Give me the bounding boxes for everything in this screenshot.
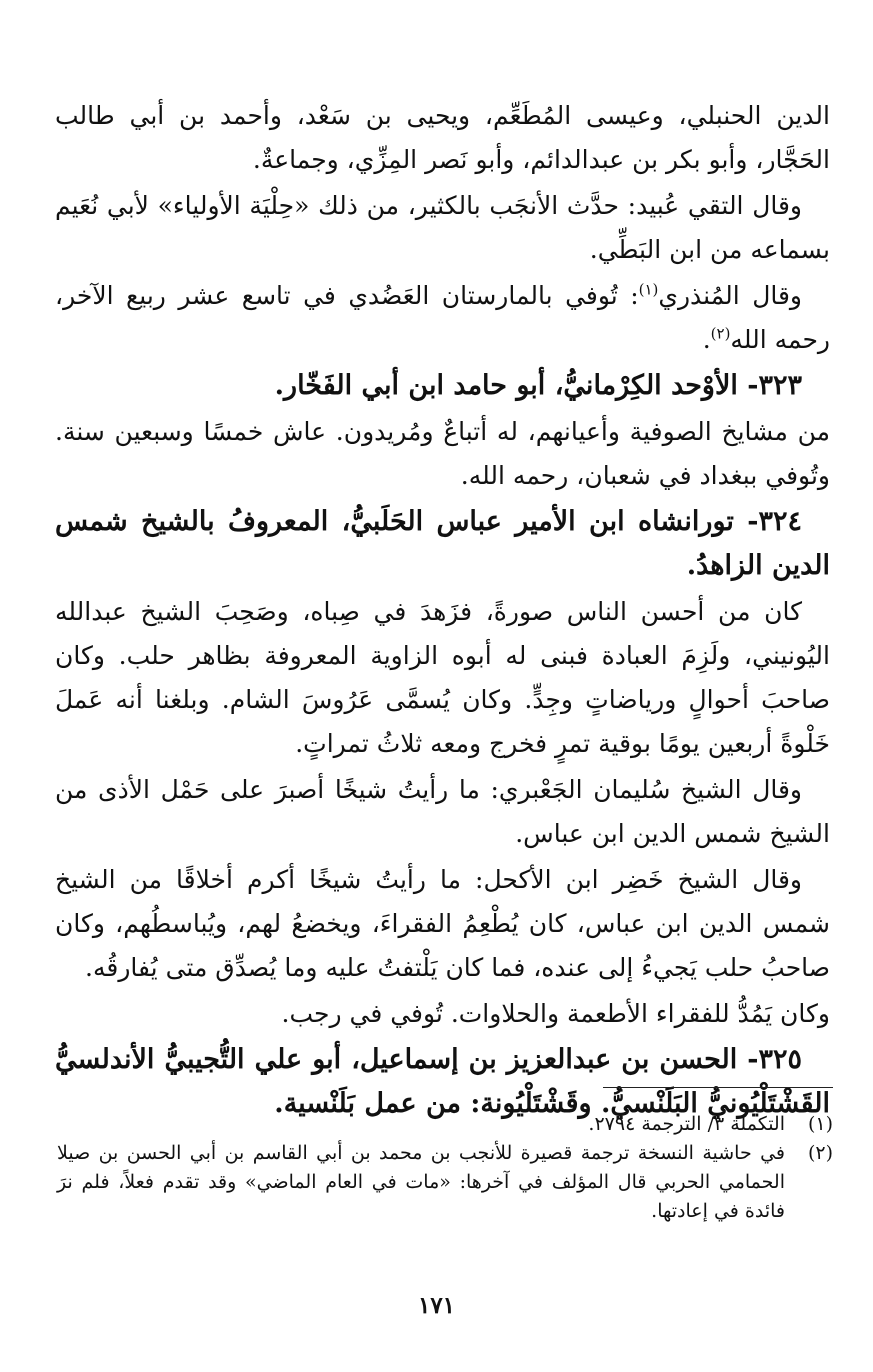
footnote-divider (603, 1087, 833, 1088)
paragraph-mundhiri-quote (55, 274, 830, 362)
entry-heading-325: ٣٢٥- الحسن بن عبدالعزيز بن إسماعيل، أبو علي التُّجيبيُّ الأندلسيُّ القَشْتَلْيُونيُّ البَلَنْسيُّ. وقَشْتَلْيُونة: من عمل بَلَنْسية. (55, 1044, 830, 1119)
footnotes (57, 1110, 833, 1226)
paragraph-entry-323: من مشايخ الصوفية وأعيانهم، له أتباعٌ ومُريدون. عاش خمسًا وسبعين سنة. وتُوفي ببغداد في شعبان، رحمه الله. (55, 417, 830, 490)
page-number: ١٧١ (417, 1292, 456, 1319)
footnote-1 (57, 1110, 833, 1139)
footnote-number: (١) (807, 1113, 833, 1135)
footnote-ref-2[interactable]: (٢) (710, 324, 731, 343)
footnote-ref-1[interactable]: (١) (638, 280, 659, 299)
entry-heading-323: ٣٢٣- الأوْحد الكِرْمانيُّ، أبو حامد ابن أبي الفَخّار. (274, 370, 802, 401)
footnote-text: في حاشية النسخة ترجمة قصيرة للأنجب بن محمد بن أبي القاسم بن أبي الحسن بن صيلا الحمامي الحربي قال المؤلف في آخرها: «مات في العام الماضي» وقد تقدم فعلاً، فلم نرَ فائدة في إعادتها. (57, 1142, 785, 1222)
footnote-text: التكملة ٣/ الترجمة ٢٧٩٤. (588, 1113, 785, 1135)
footnote-number: (٢) (807, 1142, 833, 1164)
text-run: : تُوفي بالمارستان العَضُدي في تاسع عشر ربيع الآخر، رحمه الله (55, 281, 830, 354)
paragraph-ubayd-quote: وقال التقي عُبيد: حدَّث الأنجَب بالكثير، من ذلك «حِلْيَة الأولياء» لأبي نُعَيم بسماعه من ابن البَطِّي. (55, 191, 830, 264)
text-run: . (702, 325, 711, 354)
paragraph-jabari-quote: وقال الشيخ سُليمان الجَعْبري: ما رأيتُ شيخًا أصبرَ على حَمْل الأذى من الشيخ شمس الدين ابن عباس. (55, 775, 830, 848)
text-run: وقال المُنذري (658, 281, 802, 310)
footnote-2 (57, 1139, 833, 1226)
paragraph-death-note: وكان يَمُدُّ للفقراء الأطعمة والحلاوات. تُوفي في رجب. (281, 999, 830, 1028)
paragraph-continuation: الدين الحنبلي، وعيسى المُطَعِّم، ويحيى بن سَعْد، وأحمد بن أبي طالب الحَجَّار، وأبو بكر بن عبدالدائم، وأبو نَصر المِزِّي، وجماعةٌ. (55, 101, 830, 174)
entry-heading-324: ٣٢٤- تورانشاه ابن الأمير عباس الحَلَبيُّ، المعروفُ بالشيخ شمس الدين الزاهدُ. (55, 506, 830, 581)
paragraph-akhal-quote: وقال الشيخ خَضِر ابن الأكحل: ما رأيتُ شيخًا أكرم أخلاقًا من الشيخ شمس الدين ابن عباس، كان يُطْعِمُ الفقراءَ، ويخضعُ لهم، ويُباسطُهم، وكان صاحبُ حلب يَجيءُ إلى عنده، فما كان يَلْتفتُ عليه وما يُصدِّق متى يُفارقُه. (55, 865, 830, 982)
paragraph-entry-324-bio: كان من أحسن الناس صورةً، فزَهدَ في صِباه، وصَحِبَ الشيخ عبدالله اليُونيني، ولَزِمَ العبادة فبنى له أبوه الزاوية المعروفة بظاهر حلب. وكان صاحبَ أحوالٍ ورياضاتٍ وجِدٍّ. وكان يُسمَّى عَرُوسَ الشام. وبلغنا أنه عَملَ خَلْوةً أربعين يومًا بوقية تمرٍ فخرج ومعه ثلاثُ تمراتٍ. (55, 597, 830, 758)
